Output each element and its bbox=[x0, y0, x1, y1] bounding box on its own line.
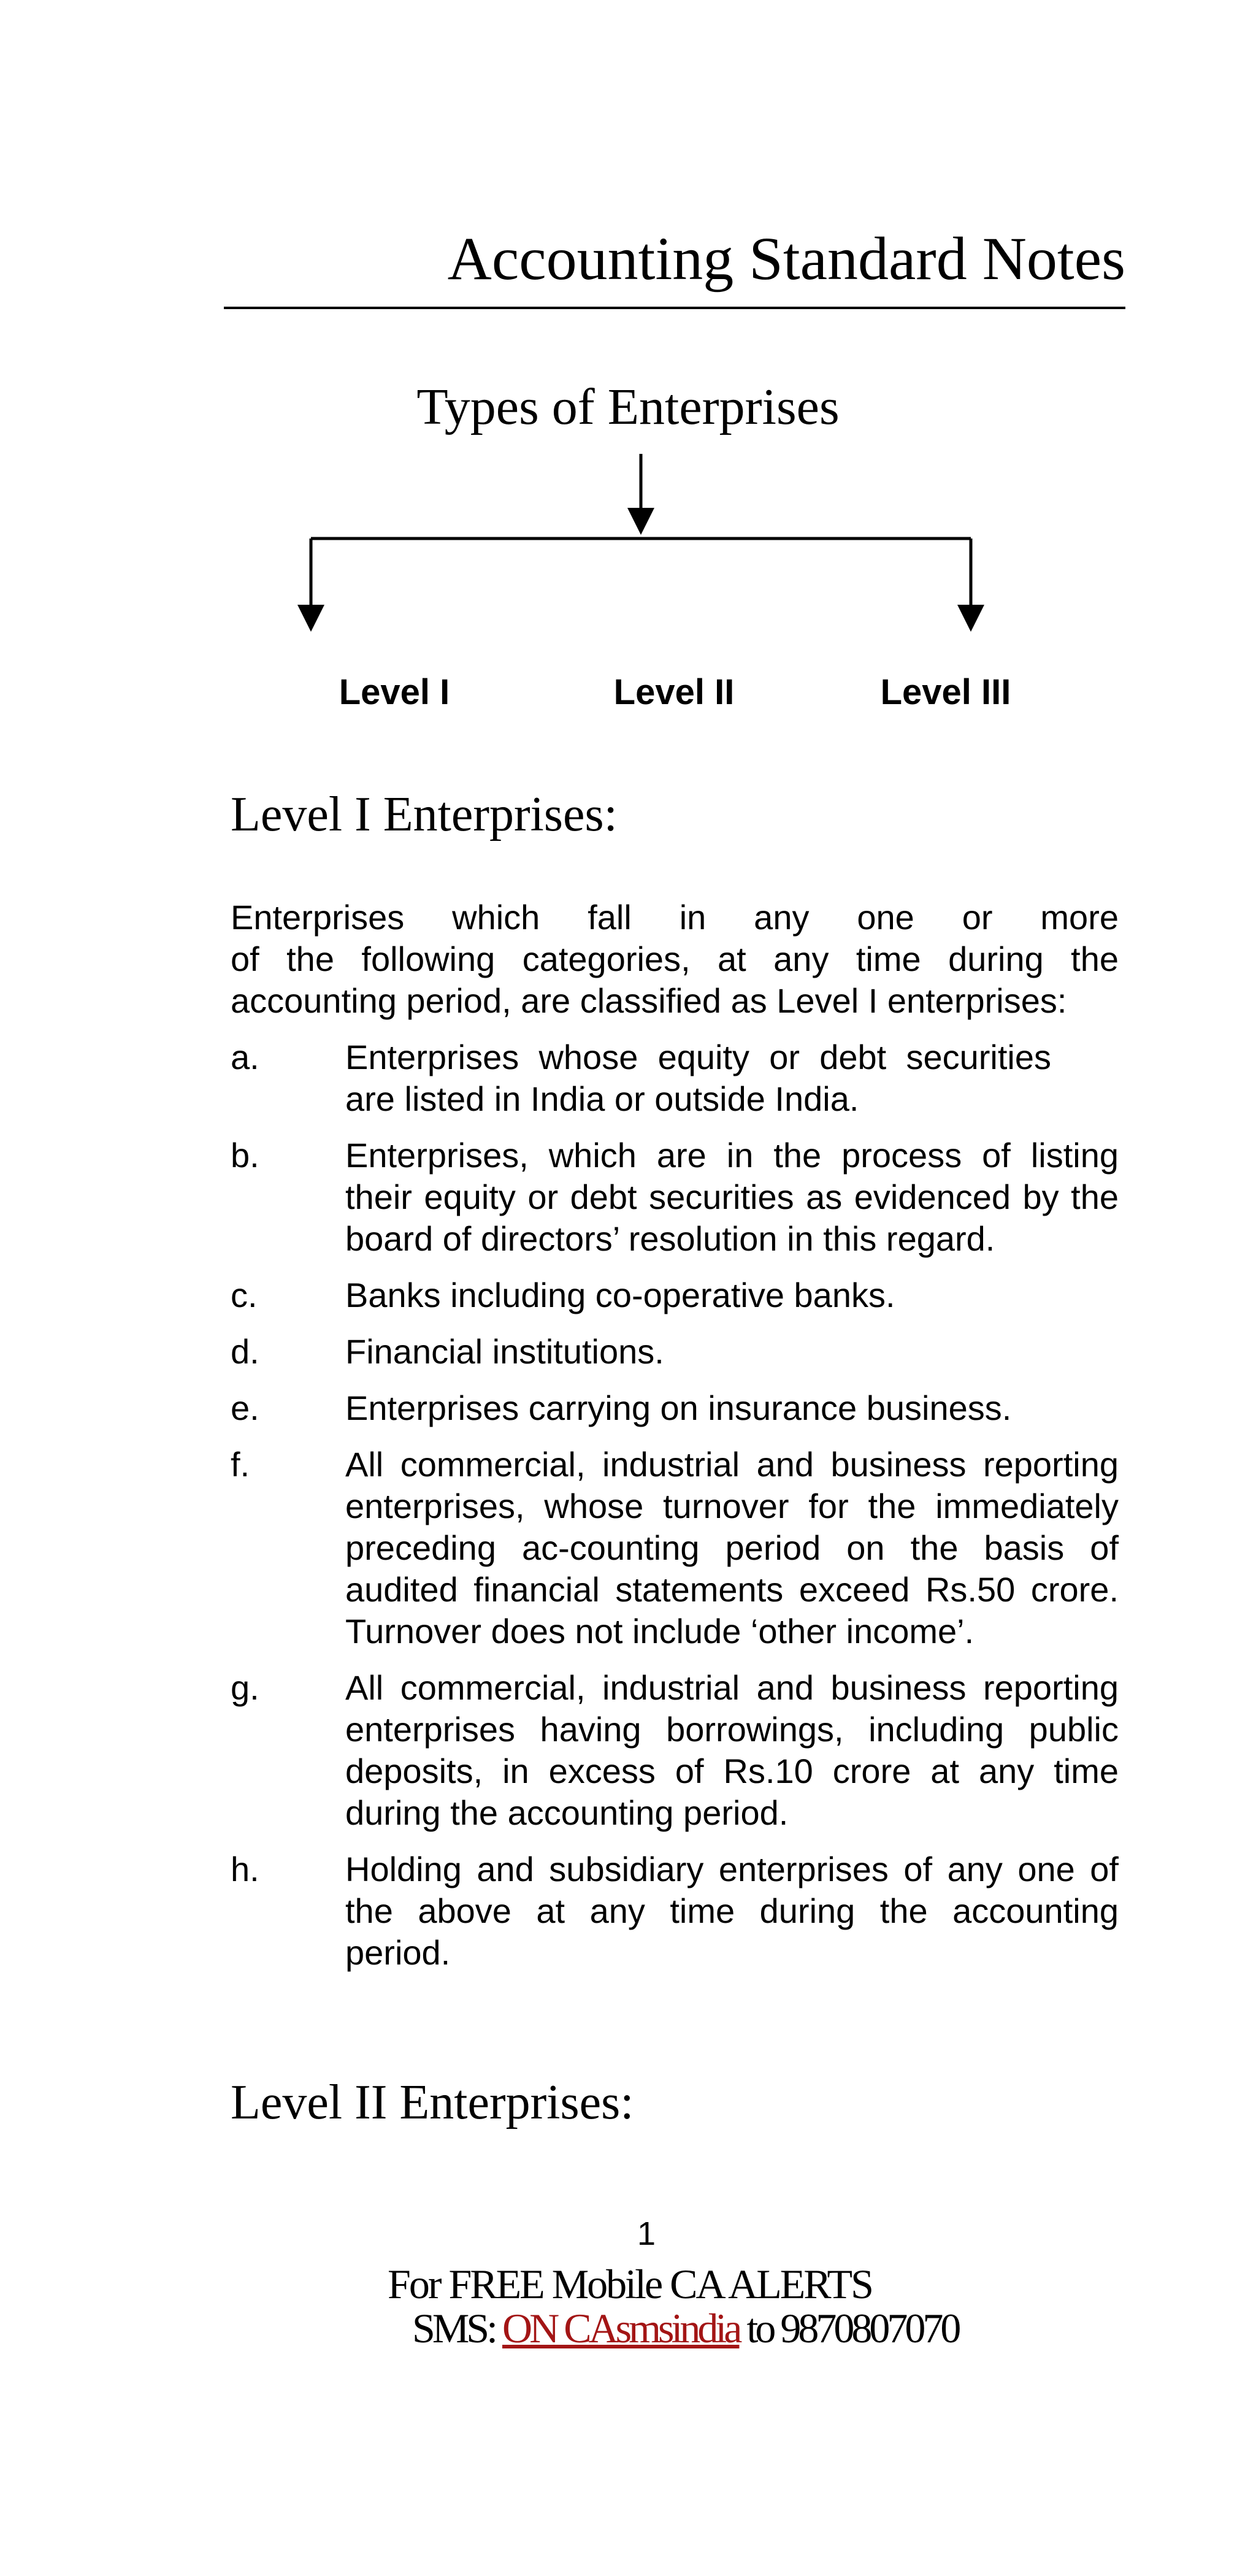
enterprise-levels-diagram bbox=[0, 368, 1256, 736]
list-marker: g. bbox=[231, 1668, 259, 1707]
level-1-criteria-list bbox=[231, 1037, 1119, 1988]
list-item-text: Holding and subsidiary enterprises of any one of the above at any time during the accounting period. bbox=[345, 1850, 1119, 1972]
list-item-text: All commercial, industrial and business reporting enterprises, whose turnover for the immediately preceding ac-counting period on the basis of audited financial statements exceed Rs.50 crore. Turnover does not include ‘other income’. bbox=[345, 1445, 1119, 1650]
list-marker: e. bbox=[231, 1389, 259, 1427]
level-label-2: Level II bbox=[613, 672, 735, 712]
section-heading-level-2: Level II Enterprises: bbox=[231, 2076, 634, 2129]
level-label-1: Level I bbox=[339, 672, 450, 712]
list-item-text: Financial institutions. bbox=[345, 1332, 664, 1371]
list-item bbox=[231, 1135, 1119, 1260]
list-marker: a. bbox=[231, 1038, 259, 1076]
list-item bbox=[231, 1849, 1119, 1974]
list-item-text: Banks including co-operative banks. bbox=[345, 1276, 895, 1314]
list-item-text: Enterprises carrying on insurance business. bbox=[345, 1389, 1012, 1427]
sms-suffix: to 9870807070 bbox=[739, 2305, 959, 2352]
list-marker: b. bbox=[231, 1136, 259, 1175]
list-item bbox=[231, 1037, 1119, 1120]
level-label-3: Level III bbox=[880, 672, 1011, 712]
list-item bbox=[231, 1667, 1119, 1834]
list-item bbox=[231, 1387, 1119, 1429]
list-item-text: Enterprises, which are in the process of listing their equity or debt securities as evidenced by the board of directors’ resolution in this regard. bbox=[345, 1136, 1119, 1258]
list-item bbox=[231, 1275, 1119, 1316]
document-title: Accounting Standard Notes bbox=[447, 224, 1125, 293]
footer-sms-line bbox=[412, 2305, 959, 2352]
list-marker: h. bbox=[231, 1850, 259, 1888]
arrow-down-left-icon bbox=[297, 605, 324, 632]
level-1-intro-paragraph bbox=[231, 897, 1119, 1022]
sms-code-link[interactable]: ON CAsmsindia bbox=[502, 2305, 740, 2352]
list-marker: f. bbox=[231, 1445, 250, 1484]
arrow-down-right-icon bbox=[957, 605, 984, 632]
sms-prefix: SMS: bbox=[412, 2305, 502, 2352]
intro-line-rest: of the following categories, at any time during the accounting period, are classified as Level I enterprises: bbox=[231, 940, 1119, 1020]
list-marker: d. bbox=[231, 1332, 259, 1371]
intro-line-1: Enterprises which fall in any one or more bbox=[231, 898, 1119, 937]
diagram-title: Types of Enterprises bbox=[416, 378, 840, 435]
section-heading-level-1: Level I Enterprises: bbox=[231, 788, 618, 841]
footer-alert-text: For FREE Mobile CA ALERTS bbox=[388, 2261, 872, 2307]
list-item-text: All commercial, industrial and business reporting enterprises having borrowings, including public deposits, in excess of Rs.10 crore at any time during the accounting period. bbox=[345, 1668, 1119, 1832]
list-marker: c. bbox=[231, 1276, 258, 1314]
page-number: 1 bbox=[637, 2215, 656, 2252]
arrow-down-center-icon bbox=[627, 508, 654, 535]
list-item bbox=[231, 1331, 1119, 1373]
list-item-text: Enterprises whose equity or debt securities are listed in India or outside India. bbox=[345, 1038, 1051, 1118]
list-item bbox=[231, 1444, 1119, 1652]
title-divider bbox=[224, 307, 1125, 309]
